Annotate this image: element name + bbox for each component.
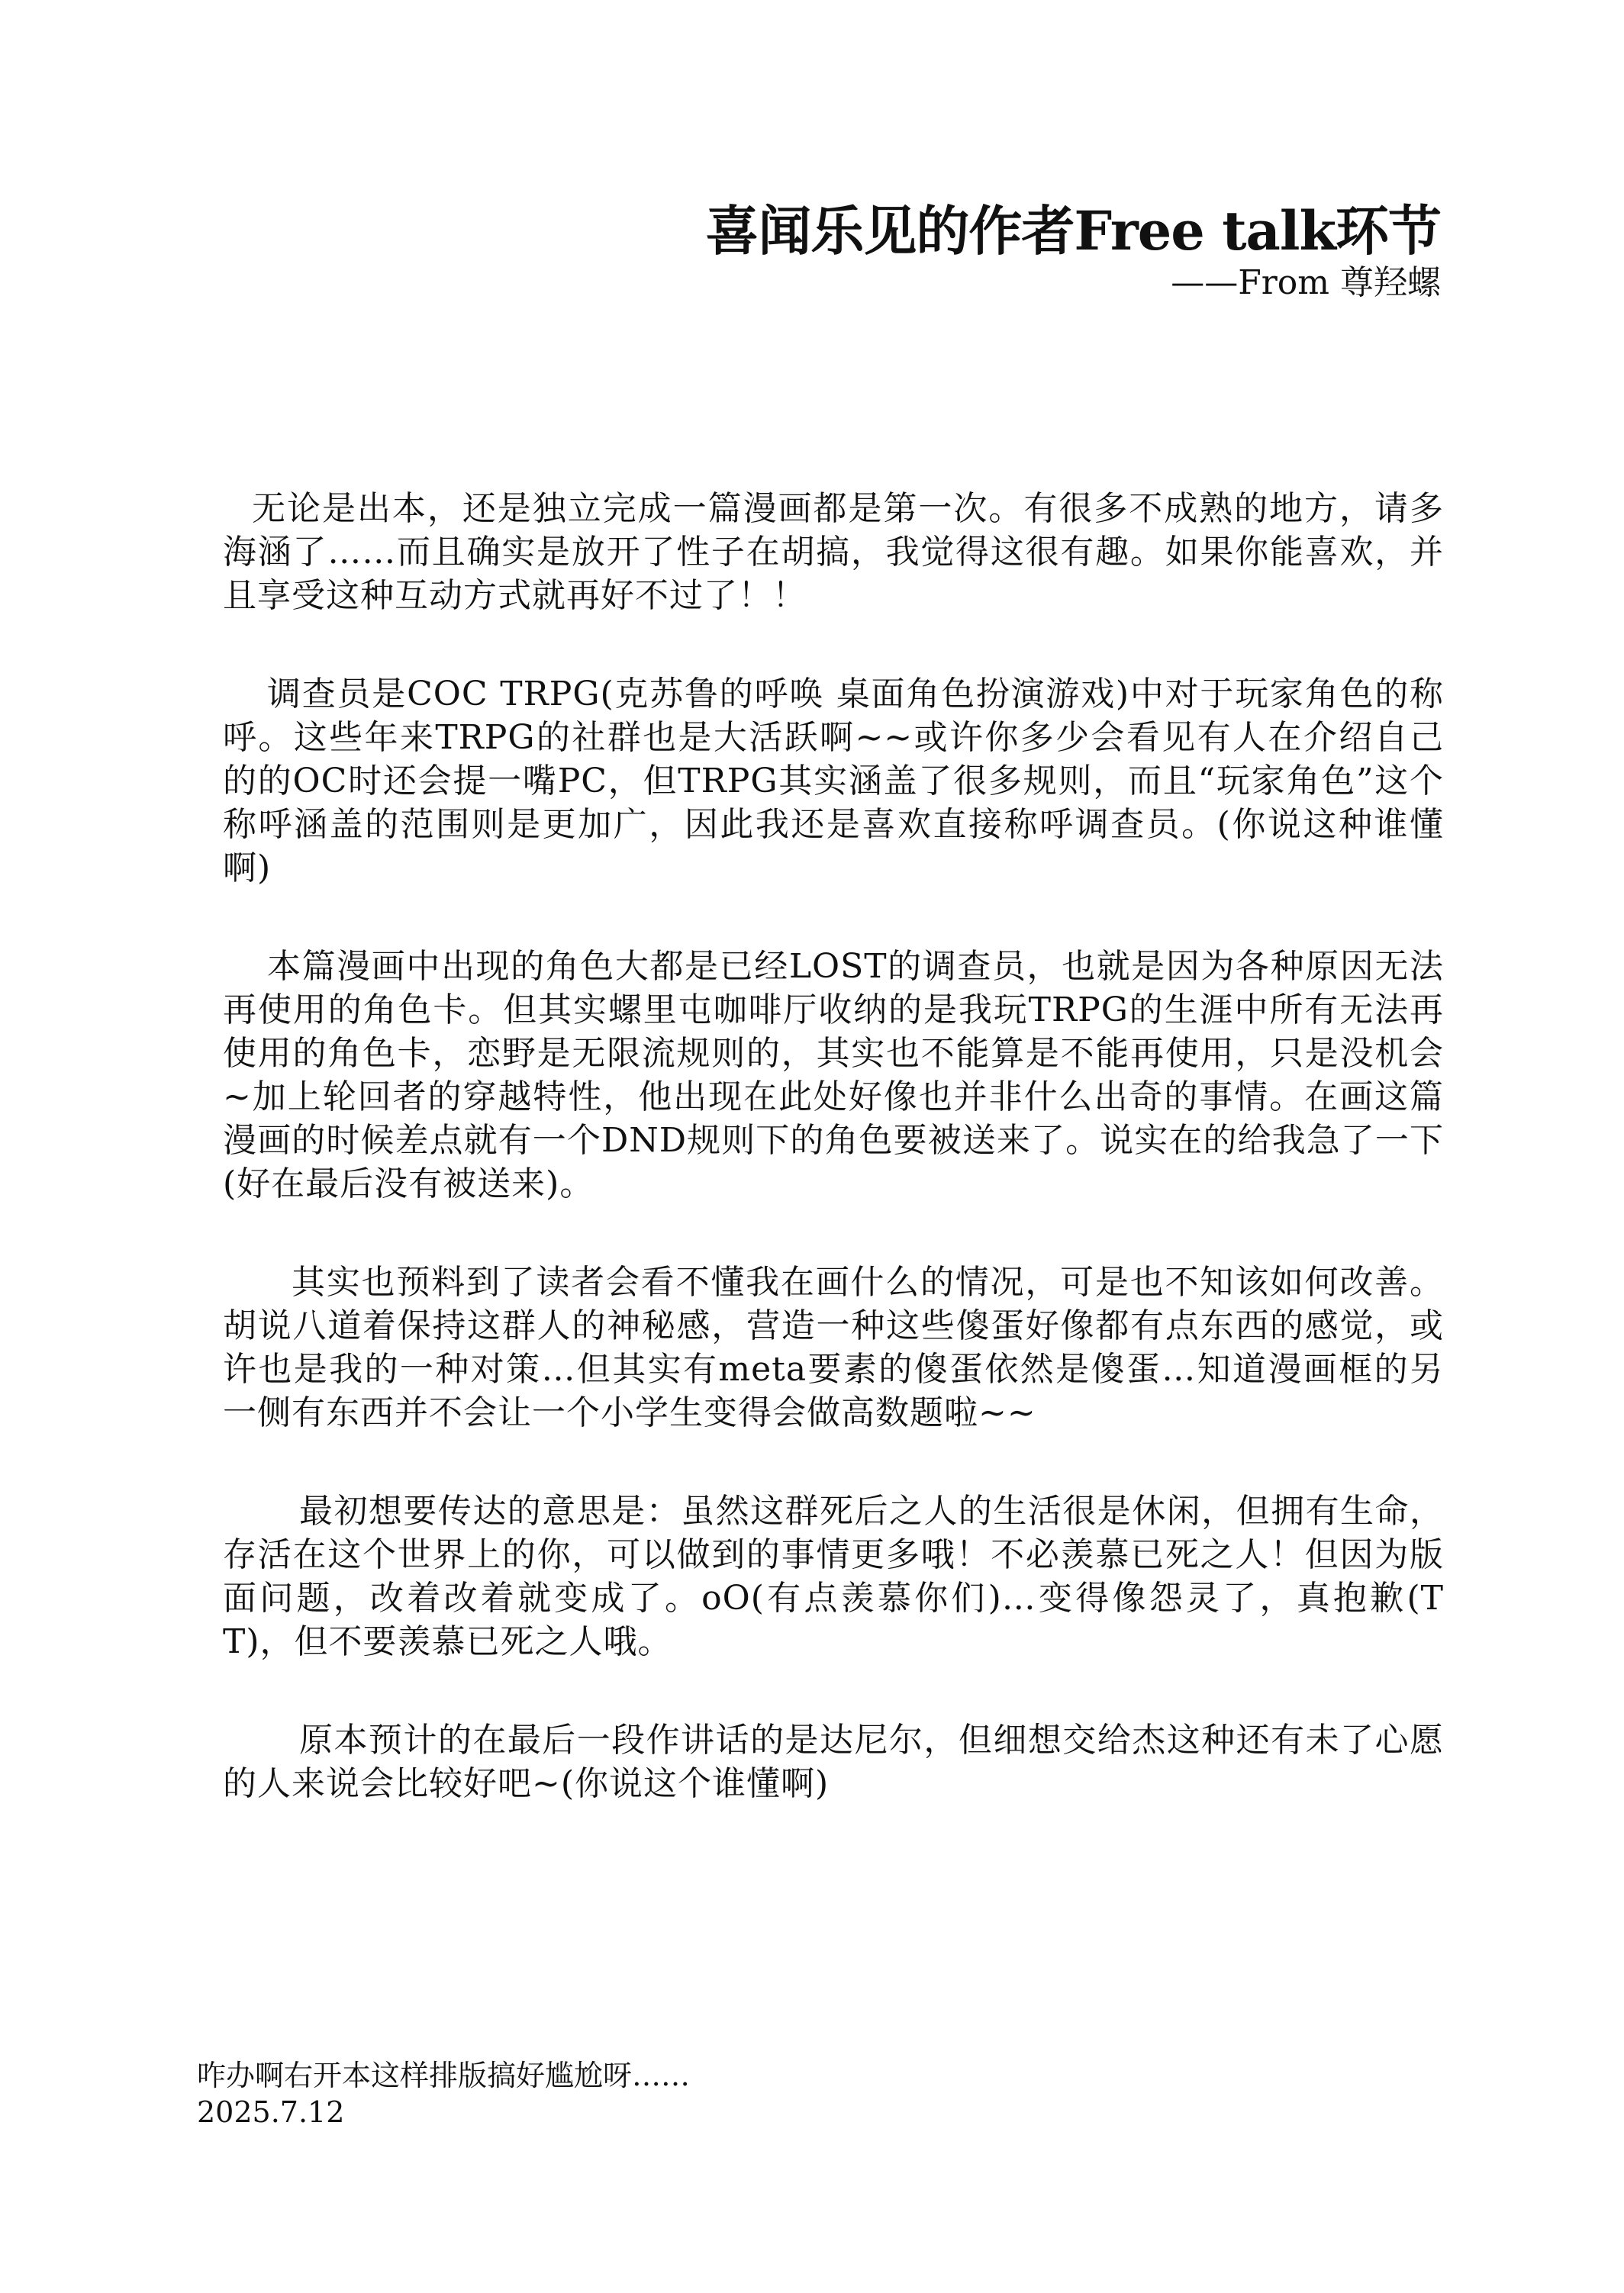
paragraph-readers: 其实也预料到了读者会看不懂我在画什么的情况，可是也不知该如何改善。胡说八道着保持这群人的神秘感，营造一种这些傻蛋好像都有点东西的感觉，或许也是我的一种对策…但其实有meta要素的傻蛋依然是傻蛋…知道漫画框的另一侧有东西并不会让一个小学生变得会做高数题啦~~ — [223, 1263, 1444, 1432]
footer — [197, 2057, 690, 2130]
footer-note: 咋办啊右开本这样排版搞好尴尬呀…… — [197, 2059, 691, 2092]
footer-date: 2025.7.12 — [197, 2095, 345, 2129]
paragraph-characters: 本篇漫画中出现的角色大都是已经LOST的调查员，也就是因为各种原因无法再使用的角色卡。但其实螺里屯咖啡厅收纳的是我玩TRPG的生涯中所有无法再使用的角色卡，恋野是无限流规则的，其实也不能算是不能再使用，只是没机会~加上轮回者的穿越特性，他出现在此处好像也并非什么出奇的事情。在画这篇漫画的时候差点就有一个DND规则下的角色要被送来了。说实在的给我急了一下(好在最后没有被送来)。 — [223, 947, 1444, 1203]
body-text — [223, 487, 1444, 1860]
paragraph-ending: 原本预计的在最后一段作讲话的是达尼尔，但细想交给杰这种还有未了心愿的人来说会比较好吧~(你说这个谁懂啊) — [223, 1721, 1444, 1803]
page-title: 喜闻乐见的作者Free talk环节 — [705, 199, 1441, 262]
paragraph-intro: 无论是出本，还是独立完成一篇漫画都是第一次。有很多不成熟的地方，请多海涵了……而且确实是放开了性子在胡搞，我觉得这很有趣。如果你能喜欢，并且享受这种互动方式就再好不过了！！ — [223, 489, 1444, 615]
paragraph-message: 最初想要传达的意思是：虽然这群死后之人的生活很是休闲，但拥有生命，存活在这个世界上的你，可以做到的事情更多哦！不必羡慕已死之人！但因为版面问题，改着改着就变成了。oO(有点羡慕你们)…变得像怨灵了，真抱歉(T T)，但不要羡慕已死之人哦。 — [223, 1492, 1444, 1661]
author-byline: ——From 尊羟螺 — [1171, 263, 1441, 302]
paragraph-investigator: 调查员是COC TRPG(克苏鲁的呼唤 桌面角色扮演游戏)中对于玩家角色的称呼。这些年来TRPG的社群也是大活跃啊~~或许你多少会看见有人在介绍自己的的OC时还会提一嘴PC，但TRPG其实涵盖了很多规则，而且“玩家角色”这个称呼涵盖的范围则是更加广，因此我还是喜欢直接称呼调查员。(你说这种谁懂啊) — [223, 675, 1444, 887]
